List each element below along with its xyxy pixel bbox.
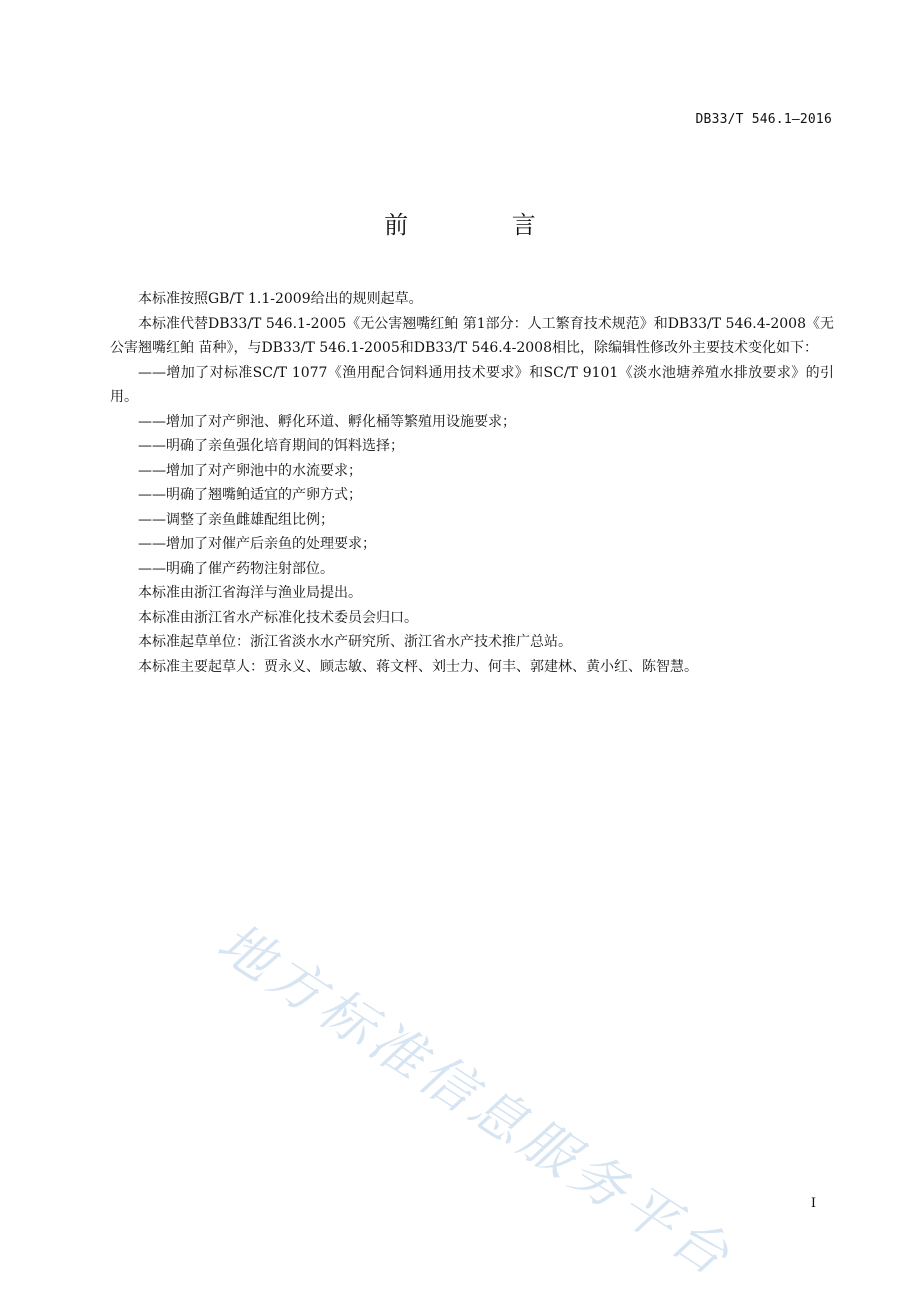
list-item-spawning: ——明确了翘嘴鲌适宜的产卵方式； — [138, 487, 362, 503]
list-item-feed: ——明确了亲鱼强化培育期间的饵料选择； — [138, 438, 404, 454]
paragraph-committee: 本标准由浙江省水产标准化技术委员会归口。 — [138, 609, 418, 626]
standard-code: DB33/T 546.1—2016 — [695, 112, 832, 127]
page-number: I — [810, 1196, 816, 1211]
list-item-facilities: ——增加了对产卵池、孵化环道、孵化桶等繁殖用设施要求； — [138, 413, 516, 430]
foreword-body — [110, 287, 834, 679]
page-title: 前 言 — [384, 211, 584, 239]
paragraph-replacement: 本标准代替DB33/T 546.1-2005《无公害翘嘴红鲌 第1部分：人工繁育技术规范》和DB33/T 546.4-2008《无公害翘嘴红鲌 苗种》，与DB33/T 546.1-2005和DB33/T 546.4-2008相比，除编辑性修改外主要技术变化如下： — [110, 315, 834, 356]
list-item-injection-site: ——明确了催产药物注射部位。 — [138, 560, 334, 577]
paragraph-drafting-rules: 本标准按照GB/T 1.1-2009给出的规则起草。 — [138, 291, 423, 307]
list-item-post-induction: ——增加了对催产后亲鱼的处理要求； — [138, 536, 376, 552]
paragraph-drafters: 本标准主要起草人：贾永义、顾志敏、蒋文枰、刘士力、何丰、郭建林、黄小红、陈智慧。 — [138, 658, 698, 675]
list-item-water-flow: ——增加了对产卵池中的水流要求； — [138, 462, 362, 479]
watermark-text: 地方标准信息服务平台 — [206, 910, 745, 1291]
paragraph-proposer: 本标准由浙江省海洋与渔业局提出。 — [138, 585, 362, 601]
list-item-references: ——增加了对标准SC/T 1077《渔用配合饲料通用技术要求》和SC/T 9101《淡水池塘养殖水排放要求》的引用。 — [110, 364, 834, 405]
paragraph-drafting-units: 本标准起草单位：浙江省淡水水产研究所、浙江省水产技术推广总站。 — [138, 634, 572, 650]
list-item-sex-ratio: ——调整了亲鱼雌雄配组比例； — [138, 511, 334, 528]
